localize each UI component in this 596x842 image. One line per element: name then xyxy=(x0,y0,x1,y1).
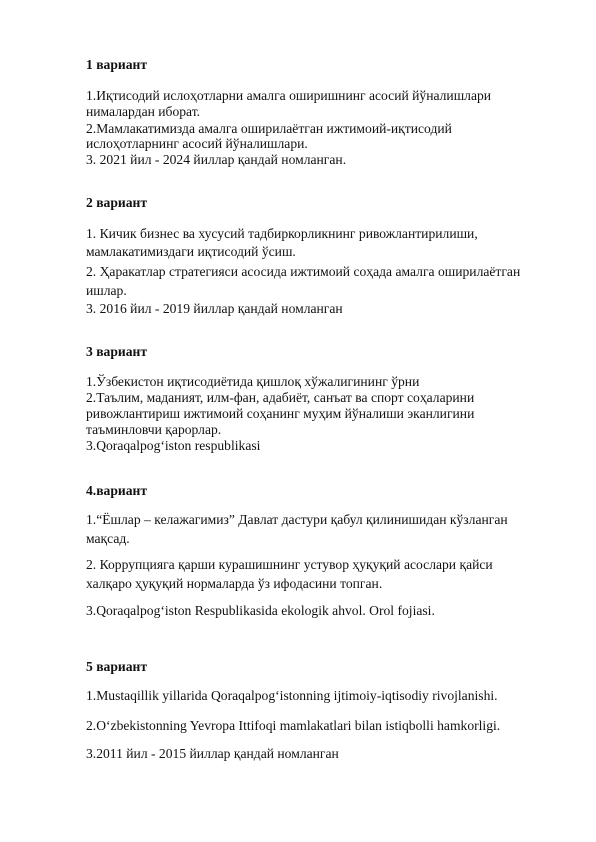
variant-2-line-3: 2. Ҳаракатлар стратегияси асосида ижтимоий соҳада амалга оширилаётган xyxy=(86,264,521,279)
variant-5-line-3: 3.2011 йил - 2015 йиллар қандай номланган xyxy=(86,746,339,761)
variant-1-heading: 1 вариант xyxy=(86,57,148,72)
variant-3-heading: 3 вариант xyxy=(86,344,148,359)
variant-4-line-3: 2. Коррупцияга қарши курашишнинг устувор ҳуқуқий асослари қайси xyxy=(86,557,493,572)
variant-4-line-2: мақсад. xyxy=(86,531,130,546)
variant-5-line-2: 2.O‘zbekistonning Yevropa Ittifoqi mamlakatlari bilan istiqbolli hamkorligi. xyxy=(86,718,501,733)
variant-3-line-3: ривожлантириш ижтимоий соҳанинг муҳим йўналиши эканлигини xyxy=(86,406,475,421)
variant-1-line-3: 2.Мамлакатимизда амалга оширилаётган ижтимоий-иқтисодий xyxy=(86,121,452,136)
variant-2-line-5: 3. 2016 йил - 2019 йиллар қандай номланган xyxy=(86,301,343,316)
variant-4-heading: 4.вариант xyxy=(86,483,148,498)
variant-2-line-2: мамлакатимиздаги иқтисодий ўсиш. xyxy=(86,244,296,259)
variant-3-line-5: 3.Qoraqalpog‘iston respublikasi xyxy=(86,438,261,453)
variant-1-line-4: ислоҳотларнинг асосий йўналишлари. xyxy=(86,136,308,151)
variant-2-line-4: ишлар. xyxy=(86,283,127,298)
variant-1-line-5: 3. 2021 йил - 2024 йиллар қандай номланган. xyxy=(86,152,347,167)
variant-2-heading: 2 вариант xyxy=(86,195,148,210)
variant-5-heading: 5 вариант xyxy=(86,659,148,674)
variant-4-line-4: халқаро ҳуқуқий нормаларда ўз ифодасини топган. xyxy=(86,576,383,591)
variant-5-line-1: 1.Mustaqillik yillarida Qoraqalpog‘istonning ijtimoiy-iqtisodiy rivojlanishi. xyxy=(86,688,498,703)
variant-3-line-1: 1.Ўзбекистон иқтисодиётида қишлоқ хўжалигининг ўрни xyxy=(86,374,420,389)
variant-2-line-1: 1. Кичик бизнес ва хусусий тадбиркорликнинг ривожлантирилиши, xyxy=(86,226,478,241)
variant-3-line-2: 2.Таълим, маданият, илм-фан, адабиёт, санъат ва спорт соҳаларини xyxy=(86,390,475,405)
variant-3-line-4: таъминловчи қарорлар. xyxy=(86,422,222,437)
variant-4-line-5: 3.Qoraqalpog‘iston Respublikasida ekologik ahvol. Orol fojiasi. xyxy=(86,603,435,618)
variant-4-line-1: 1.“Ёшлар – келажагимиз” Давлат дастури қабул қилинишидан кўзланган xyxy=(86,512,508,527)
variant-1-line-1: 1.Иқтисодий ислоҳотларни амалга оширишнинг асосий йўналишлари xyxy=(86,88,492,103)
variant-1-line-2: нималардан иборат. xyxy=(86,104,201,119)
